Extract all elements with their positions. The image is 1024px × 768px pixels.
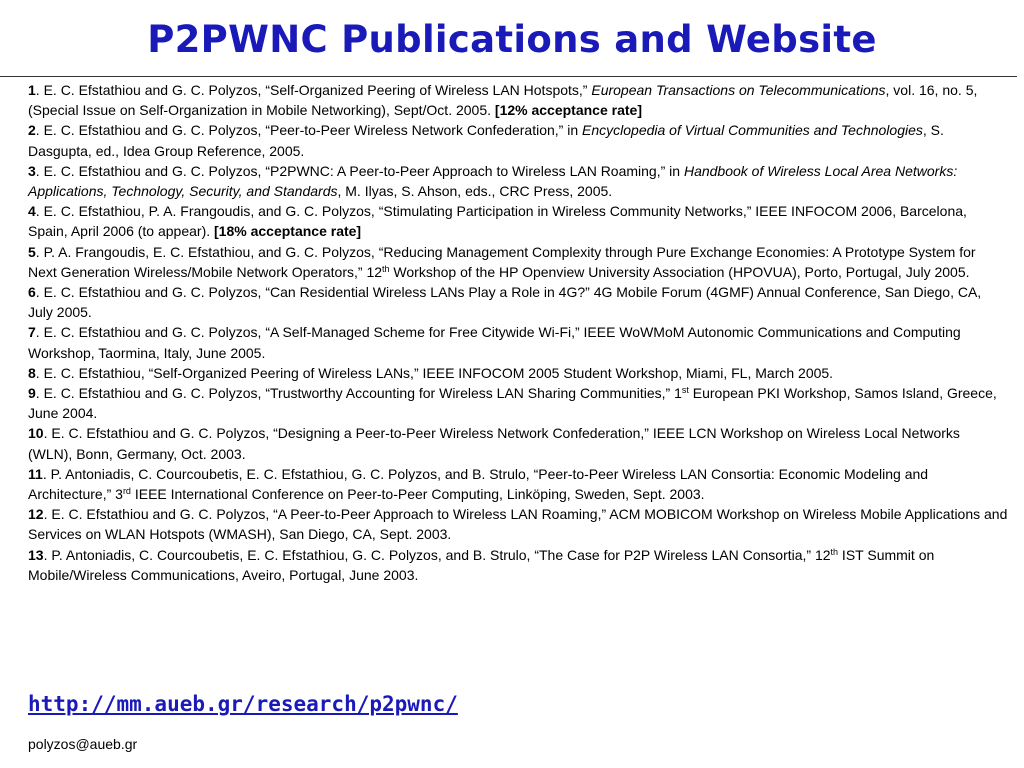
publication-number: 8 bbox=[28, 364, 36, 381]
publication-text: European PKI Workshop, Samos Island, Greece, June 2004. bbox=[28, 385, 997, 422]
publication-text: . E. C. Efstathiou and G. C. Polyzos, “A Peer-to-Peer Approach to Wireless LAN Roaming,” ACM MOBICOM Workshop on Wireless Mobile Applications and Services on WLAN Hotspots (WMASH), San Diego, CA, Sept. 2003. bbox=[28, 506, 1008, 543]
publication-text: . E. C. Efstathiou, P. A. Frangoudis, and G. C. Polyzos, “Stimulating Participation in Wireless Community Networks,” IEEE INFOCOM 2006, Barcelona, Spain, April 2006 (to appear). bbox=[28, 203, 967, 240]
publication-item bbox=[28, 504, 1008, 544]
publication-text: IST Summit on Mobile/Wireless Communications, Aveiro, Portugal, June 2003. bbox=[28, 546, 935, 583]
publication-venue: Encyclopedia of Virtual Communities and Technologies bbox=[582, 122, 923, 139]
publication-text: . P. A. Frangoudis, E. C. Efstathiou, and G. C. Polyzos, “Reducing Management Complexity through Pure Exchange Economies: A Prototype System for Next Generation Wireless/Mobile Network Operators,” 12 bbox=[28, 243, 976, 280]
publication-text: . E. C. Efstathiou and G. C. Polyzos, “P2PWNC: A Peer-to-Peer Approach to Wireless LAN Roaming,” in bbox=[35, 162, 684, 179]
publication-item bbox=[28, 282, 1008, 322]
publication-venue: European Transactions on Telecommunications bbox=[591, 82, 886, 98]
ordinal-suffix: th bbox=[382, 263, 390, 274]
page-title: P2PWNC Publications and Website bbox=[147, 18, 877, 61]
publication-number: 6 bbox=[28, 284, 36, 301]
publication-item bbox=[28, 242, 1008, 282]
publication-text: . P. Antoniadis, C. Courcoubetis, E. C. Efstathiou, G. C. Polyzos, and B. Strulo, “Peer-to-Peer Wireless LAN Consortia: Economic Modeling and Architecture,” 3 bbox=[28, 465, 929, 503]
publication-number: 3 bbox=[28, 162, 36, 179]
publication-number: 7 bbox=[28, 324, 36, 341]
publication-list bbox=[28, 80, 1008, 585]
publication-venue: Handbook of Wireless Local Area Networks: Applications, Technology, Security, and Standards bbox=[28, 162, 958, 200]
publication-number: 12 bbox=[28, 506, 44, 523]
publication-text: . E. C. Efstathiou and G. C. Polyzos, “A Self-Managed Scheme for Free Citywide Wi-Fi,” IEEE WoWMoM Autonomic Communications and Computing Workshop, Taormina, Italy, June 2005. bbox=[28, 324, 961, 361]
publication-item bbox=[28, 201, 1008, 241]
publication-number: 1 bbox=[28, 82, 36, 98]
publication-text: Workshop of the HP Openview University Association (HPOVUA), Porto, Portugal, July 2005. bbox=[389, 263, 970, 280]
publication-text: , S. Dasgupta, ed., Idea Group Reference, 2005. bbox=[28, 122, 944, 159]
publication-text: . E. C. Efstathiou and G. C. Polyzos, “Designing a Peer-to-Peer Wireless Network Confederation,” IEEE LCN Workshop on Wireless Local Networks (WLN), Bonn, Germany, Oct. 2003. bbox=[28, 425, 960, 462]
publication-text: IEEE International Conference on Peer-to-Peer Computing, Linköping, Sweden, Sept. 2003. bbox=[130, 486, 705, 503]
contact-email: polyzos@aueb.gr bbox=[28, 736, 138, 752]
ordinal-suffix: rd bbox=[122, 486, 131, 497]
publication-number: 11 bbox=[28, 465, 43, 482]
acceptance-rate-note: [12% acceptance rate] bbox=[494, 102, 642, 119]
publication-text: . E. C. Efstathiou, “Self-Organized Peering of Wireless LANs,” IEEE INFOCOM 2005 Student Workshop, Miami, FL, March 2005. bbox=[35, 364, 834, 381]
publication-text: , vol. 16, no. 5, (Special Issue on Self-Organization in Mobile Networking), Sept/Oct. 2005. bbox=[28, 82, 978, 119]
publication-item bbox=[28, 383, 1008, 423]
publication-text: . E. C. Efstathiou and G. C. Polyzos, “Peer-to-Peer Wireless Network Confederation,” in bbox=[35, 122, 583, 139]
publication-number: 13 bbox=[28, 546, 44, 563]
acceptance-rate-note: [18% acceptance rate] bbox=[214, 223, 362, 240]
publication-text: , M. Ilyas, S. Ahson, eds., CRC Press, 2005. bbox=[337, 183, 613, 200]
publication-number: 4 bbox=[28, 203, 36, 220]
title-divider bbox=[0, 76, 1017, 77]
publication-text: . E. C. Efstathiou and G. C. Polyzos, “Trustworthy Accounting for Wireless LAN Sharing Communities,” 1 bbox=[35, 385, 682, 402]
website-link[interactable]: http://mm.aueb.gr/research/p2pwnc/ bbox=[28, 692, 458, 716]
publication-item bbox=[28, 80, 1008, 120]
publication-text: . P. Antoniadis, C. Courcoubetis, E. C. Efstathiou, G. C. Polyzos, and B. Strulo, “The Case for P2P Wireless LAN Consortia,” 12 bbox=[43, 546, 831, 563]
publication-text: . E. C. Efstathiou and G. C. Polyzos, “Self-Organized Peering of Wireless LAN Hotspots,” bbox=[35, 82, 592, 98]
ordinal-suffix: th bbox=[830, 546, 839, 557]
publication-number: 5 bbox=[28, 243, 36, 260]
publication-item bbox=[28, 161, 1008, 201]
publication-number: 9 bbox=[28, 385, 36, 402]
publication-item bbox=[28, 363, 1008, 383]
ordinal-suffix: st bbox=[681, 385, 689, 396]
publication-text: . E. C. Efstathiou and G. C. Polyzos, “Can Residential Wireless LANs Play a Role in 4G?” 4G Mobile Forum (4GMF) Annual Conference, San Diego, CA, July 2005. bbox=[28, 284, 982, 321]
publication-number: 10 bbox=[28, 425, 44, 442]
publication-item bbox=[28, 545, 1008, 585]
publication-number: 2 bbox=[28, 122, 36, 139]
publication-item bbox=[28, 120, 1008, 160]
publication-item bbox=[28, 423, 1008, 463]
publication-item bbox=[28, 464, 1008, 504]
publication-item bbox=[28, 322, 1008, 362]
